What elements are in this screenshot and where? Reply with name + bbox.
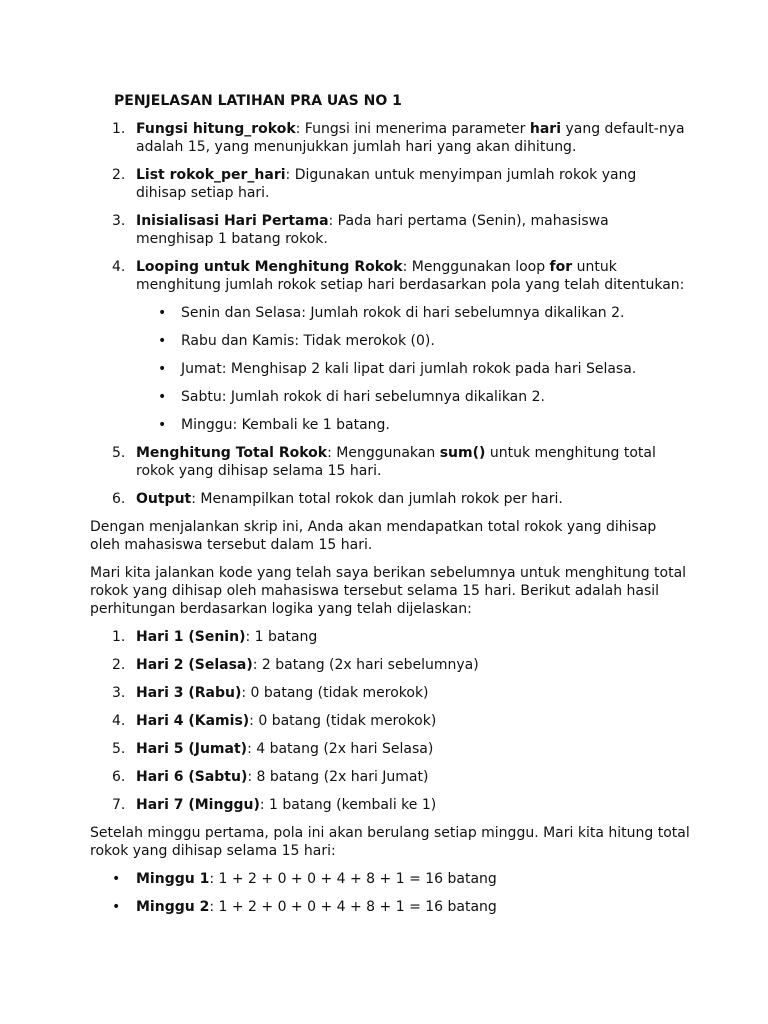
item-term: for bbox=[549, 259, 573, 275]
item-text: : Menggunakan loop bbox=[402, 259, 550, 275]
sublist-text: Jumat: Menghisap 2 kali lipat dari jumlah rokok pada hari Selasa. bbox=[181, 361, 637, 377]
day-value: : 0 batang (tidak merokok) bbox=[249, 713, 437, 729]
document-page bbox=[90, 92, 690, 926]
day-label: Hari 1 (Senin) bbox=[136, 629, 246, 645]
list-item bbox=[90, 898, 690, 916]
list-item bbox=[90, 712, 690, 730]
paragraph: Mari kita jalankan kode yang telah saya berikan sebelumnya untuk menghitung total rokok yang dihisap oleh mahasiswa tersebut selama 15 hari. Berikut adalah hasil perhitungan berdasarkan logika yang telah dijelaskan: bbox=[90, 565, 687, 617]
weekly-totals-list bbox=[90, 870, 690, 916]
bullet-marker: • bbox=[112, 871, 121, 887]
item-text: : Pada hari pertama (Senin), mahasiswa menghisap 1 batang rokok. bbox=[136, 213, 609, 247]
item-term: List rokok_per_hari bbox=[136, 167, 286, 183]
item-text: : Fungsi ini menerima parameter bbox=[295, 121, 530, 137]
bullet-marker: • bbox=[158, 333, 167, 349]
paragraph: Setelah minggu pertama, pola ini akan berulang setiap minggu. Mari kita hitung total rokok yang dihisap selama 15 hari: bbox=[90, 825, 690, 859]
list-number: 4. bbox=[112, 713, 126, 729]
sublist-item bbox=[90, 332, 690, 350]
item-term: sum() bbox=[439, 445, 486, 461]
explanation-list bbox=[90, 120, 690, 508]
bullet-marker: • bbox=[158, 417, 167, 433]
list-item bbox=[90, 490, 690, 508]
day-label: Hari 7 (Minggu) bbox=[136, 797, 260, 813]
sublist-text: Minggu: Kembali ke 1 batang. bbox=[181, 417, 390, 433]
day-label: Hari 2 (Selasa) bbox=[136, 657, 253, 673]
list-number: 2. bbox=[112, 167, 126, 183]
bullet-marker: • bbox=[158, 305, 167, 321]
document-title: PENJELASAN LATIHAN PRA UAS NO 1 bbox=[114, 93, 402, 109]
paragraph: Dengan menjalankan skrip ini, Anda akan mendapatkan total rokok yang dihisap oleh mahasiswa tersebut dalam 15 hari. bbox=[90, 519, 657, 553]
list-number: 1. bbox=[112, 629, 126, 645]
sublist-text: Rabu dan Kamis: Tidak merokok (0). bbox=[181, 333, 435, 349]
list-number: 1. bbox=[112, 121, 126, 137]
day-value: : 1 batang bbox=[245, 629, 318, 645]
item-term: Menghitung Total Rokok bbox=[136, 445, 328, 461]
day-value: : 8 batang (2x hari Jumat) bbox=[247, 769, 429, 785]
list-item bbox=[90, 870, 690, 888]
item-text: untuk menghitung jumlah rokok setiap hari berdasarkan pola yang telah ditentukan: bbox=[136, 259, 685, 293]
item-term: Fungsi hitung_rokok bbox=[136, 121, 296, 137]
list-number: 2. bbox=[112, 657, 126, 673]
item-text: : Menggunakan bbox=[327, 445, 440, 461]
list-item bbox=[90, 796, 690, 814]
rules-sublist bbox=[136, 304, 690, 434]
day-value: : 0 batang (tidak merokok) bbox=[241, 685, 429, 701]
list-number: 5. bbox=[112, 445, 126, 461]
sublist-item bbox=[90, 388, 690, 406]
item-term: Output bbox=[136, 491, 192, 507]
list-number: 6. bbox=[112, 491, 126, 507]
week-value: : 1 + 2 + 0 + 0 + 4 + 8 + 1 = 16 batang bbox=[209, 871, 497, 887]
week-value: : 1 + 2 + 0 + 0 + 4 + 8 + 1 = 16 batang bbox=[209, 899, 497, 915]
list-item bbox=[90, 120, 690, 156]
list-item bbox=[90, 444, 690, 480]
list-item bbox=[90, 684, 690, 702]
day-value: : 4 batang (2x hari Selasa) bbox=[247, 741, 434, 757]
bullet-marker: • bbox=[112, 899, 121, 915]
sublist-text: Senin dan Selasa: Jumlah rokok di hari sebelumnya dikalikan 2. bbox=[181, 305, 625, 321]
list-number: 6. bbox=[112, 769, 126, 785]
week-label: Minggu 1 bbox=[136, 871, 210, 887]
item-text: yang default-nya adalah 15, yang menunjukkan jumlah hari yang akan dihitung. bbox=[136, 121, 685, 155]
sublist-item bbox=[90, 304, 690, 322]
list-item bbox=[90, 212, 690, 248]
day-value: : 2 batang (2x hari sebelumnya) bbox=[252, 657, 479, 673]
list-number: 5. bbox=[112, 741, 126, 757]
day-label: Hari 5 (Jumat) bbox=[136, 741, 248, 757]
item-term: Looping untuk Menghitung Rokok bbox=[136, 259, 403, 275]
list-item bbox=[90, 768, 690, 786]
daily-results-list bbox=[90, 628, 690, 814]
sublist-item bbox=[90, 416, 690, 434]
item-term: Inisialisasi Hari Pertama bbox=[136, 213, 329, 229]
list-item bbox=[90, 656, 690, 674]
list-number: 3. bbox=[112, 685, 126, 701]
list-item bbox=[90, 740, 690, 758]
sublist-text: Sabtu: Jumlah rokok di hari sebelumnya dikalikan 2. bbox=[181, 389, 545, 405]
item-text: : Digunakan untuk menyimpan jumlah rokok yang dihisap setiap hari. bbox=[136, 167, 637, 201]
sublist-item bbox=[90, 360, 690, 378]
bullet-marker: • bbox=[158, 389, 167, 405]
list-item bbox=[90, 258, 690, 434]
list-number: 3. bbox=[112, 213, 126, 229]
day-label: Hari 3 (Rabu) bbox=[136, 685, 242, 701]
list-item bbox=[90, 628, 690, 646]
bullet-marker: • bbox=[158, 361, 167, 377]
day-label: Hari 4 (Kamis) bbox=[136, 713, 250, 729]
item-text: : Menampilkan total rokok dan jumlah rokok per hari. bbox=[191, 491, 563, 507]
item-text: untuk menghitung total rokok yang dihisap selama 15 hari. bbox=[136, 445, 656, 479]
list-item bbox=[90, 166, 690, 202]
day-value: : 1 batang (kembali ke 1) bbox=[259, 797, 437, 813]
item-term: hari bbox=[529, 121, 561, 137]
list-number: 4. bbox=[112, 259, 126, 275]
day-label: Hari 6 (Sabtu) bbox=[136, 769, 248, 785]
list-number: 7. bbox=[112, 797, 126, 813]
week-label: Minggu 2 bbox=[136, 899, 210, 915]
